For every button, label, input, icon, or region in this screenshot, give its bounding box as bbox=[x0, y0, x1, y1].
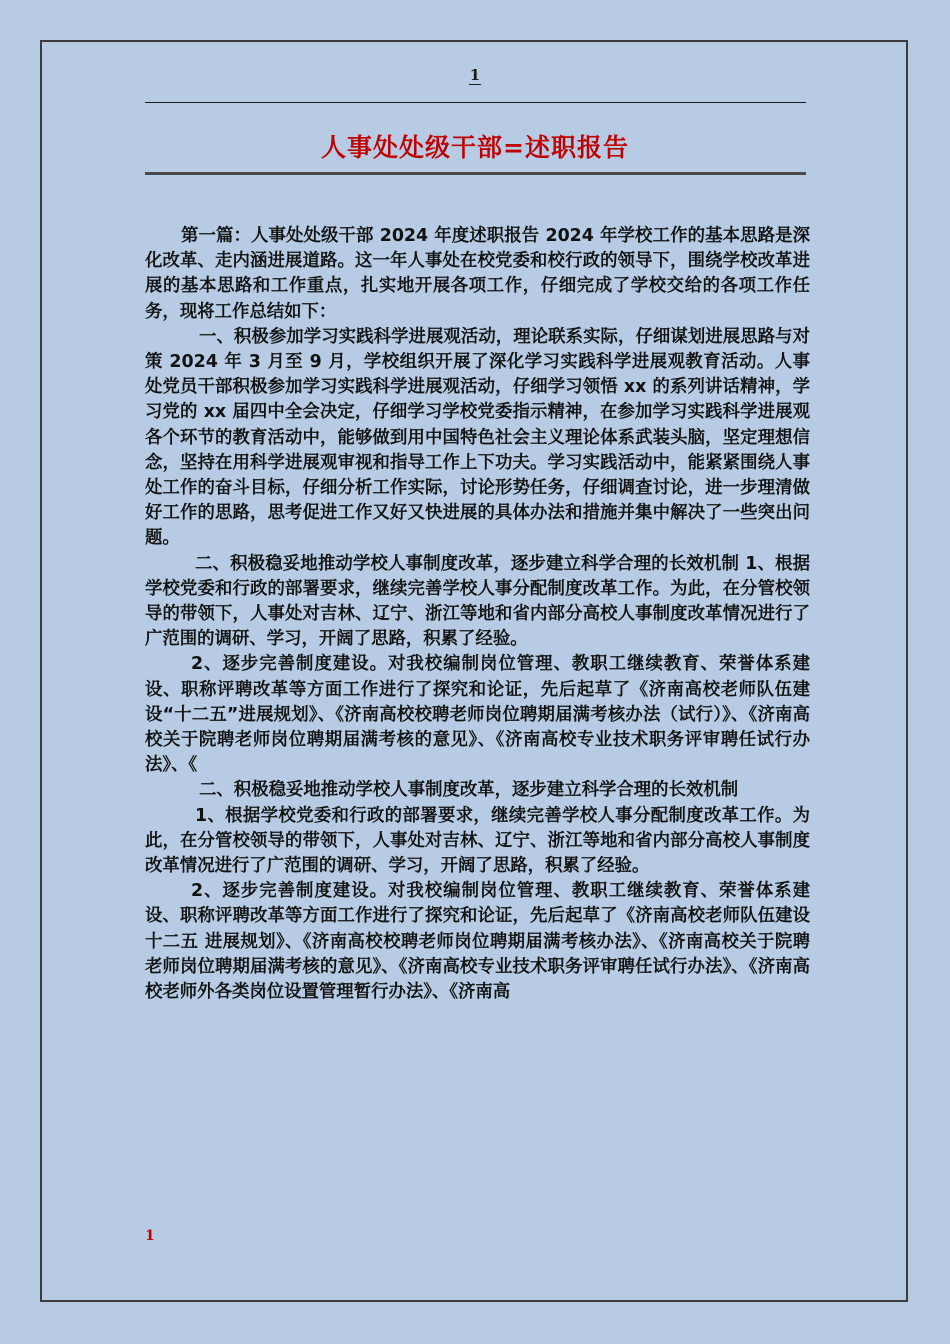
header-page-number: 1 bbox=[469, 66, 481, 84]
footer-page-number: 1 bbox=[145, 1228, 155, 1244]
paragraph: 一、积极参加学习实践科学进展观活动，理论联系实际，仔细谋划进展思路与对策 2024 年 3 月至 9 月，学校组织开展了深化学习实践科学进展观教育活动。人事处党员干部积极参加学习实践科学进展观活动，仔细学习领悟 xx 的系列讲话精神，学习党的 xx 届四中全会决定，仔细学习学校党委指示精神，在参加学习实践科学进展观各个环节的教育活动中，能够做到用中国特色社会主义理论体系武装头脑，坚定理想信念，坚持在用科学进展观审视和指导工作上下功夫。学习实践活动中，能紧紧围绕人事处工作的奋斗目标，仔细分析工作实际，讨论形势任务，仔细调查讨论，进一步理清做好工作的思路，思考促进工作又好又快进展的具体办法和措施并集中解决了一些突出问题。 bbox=[145, 326, 810, 549]
paragraph: 1、根据学校党委和行政的部署要求，继续完善学校人事分配制度改革工作。为此，在分管校领导的带领下，人事处对吉林、辽宁、浙江等地和省内部分高校人事制度改革情况进行了广范围的调研、学习，开阔了思路，积累了经验。 bbox=[145, 805, 810, 877]
title-divider bbox=[145, 172, 806, 175]
paragraph: 二、积极稳妥地推动学校人事制度改革，逐步建立科学合理的长效机制 1、根据学校党委和行政的部署要求，继续完善学校人事分配制度改革工作。为此，在分管校领导的带领下，人事处对吉林、辽宁、浙江等地和省内部分高校人事制度改革情况进行了广范围的调研、学习，开阔了思路，积累了经验。 bbox=[145, 553, 810, 650]
header-divider bbox=[145, 102, 806, 103]
paragraph: 第一篇：人事处处级干部 2024 年度述职报告 2024 年学校工作的基本思路是深化改革、走内涵进展道路。这一年人事处在校党委和校行政的领导下，围绕学校改革进展的基本思路和工作重点，扎实地开展各项工作，仔细完成了学校交给的各项工作任务，现将工作总结如下： bbox=[145, 226, 810, 322]
paragraph: 二、积极稳妥地推动学校人事制度改革，逐步建立科学合理的长效机制 bbox=[199, 780, 739, 801]
document-body bbox=[145, 224, 810, 1005]
paragraph: 2、逐步完善制度建设。对我校编制岗位管理、教职工继续教育、荣誉体系建设、职称评聘改革等方面工作进行了探究和论证，先后起草了《济南高校老师队伍建设 十二五 进展规划》、《济南高校校聘老师岗位聘期届满考核办法》、《济南高校关于院聘老师岗位聘期届满考核的意见》、《济南高校专业技术职务评审聘任试行办法》、《济南高校老师外各类岗位设置管理暂行办法》、《济南高 bbox=[145, 881, 810, 1003]
document-title: 人事处处级干部=述职报告 bbox=[321, 133, 629, 162]
paragraph: 2、逐步完善制度建设。对我校编制岗位管理、教职工继续教育、荣誉体系建设、职称评聘改革等方面工作进行了探究和论证，先后起草了《济南高校老师队伍建设“十二五”进展规划》、《济南高校校聘老师岗位聘期届满考核办法（试行）》、《济南高校关于院聘老师岗位聘期届满考核的意见》、《济南高校专业技术职务评审聘任试行办法》、《 bbox=[145, 654, 810, 776]
